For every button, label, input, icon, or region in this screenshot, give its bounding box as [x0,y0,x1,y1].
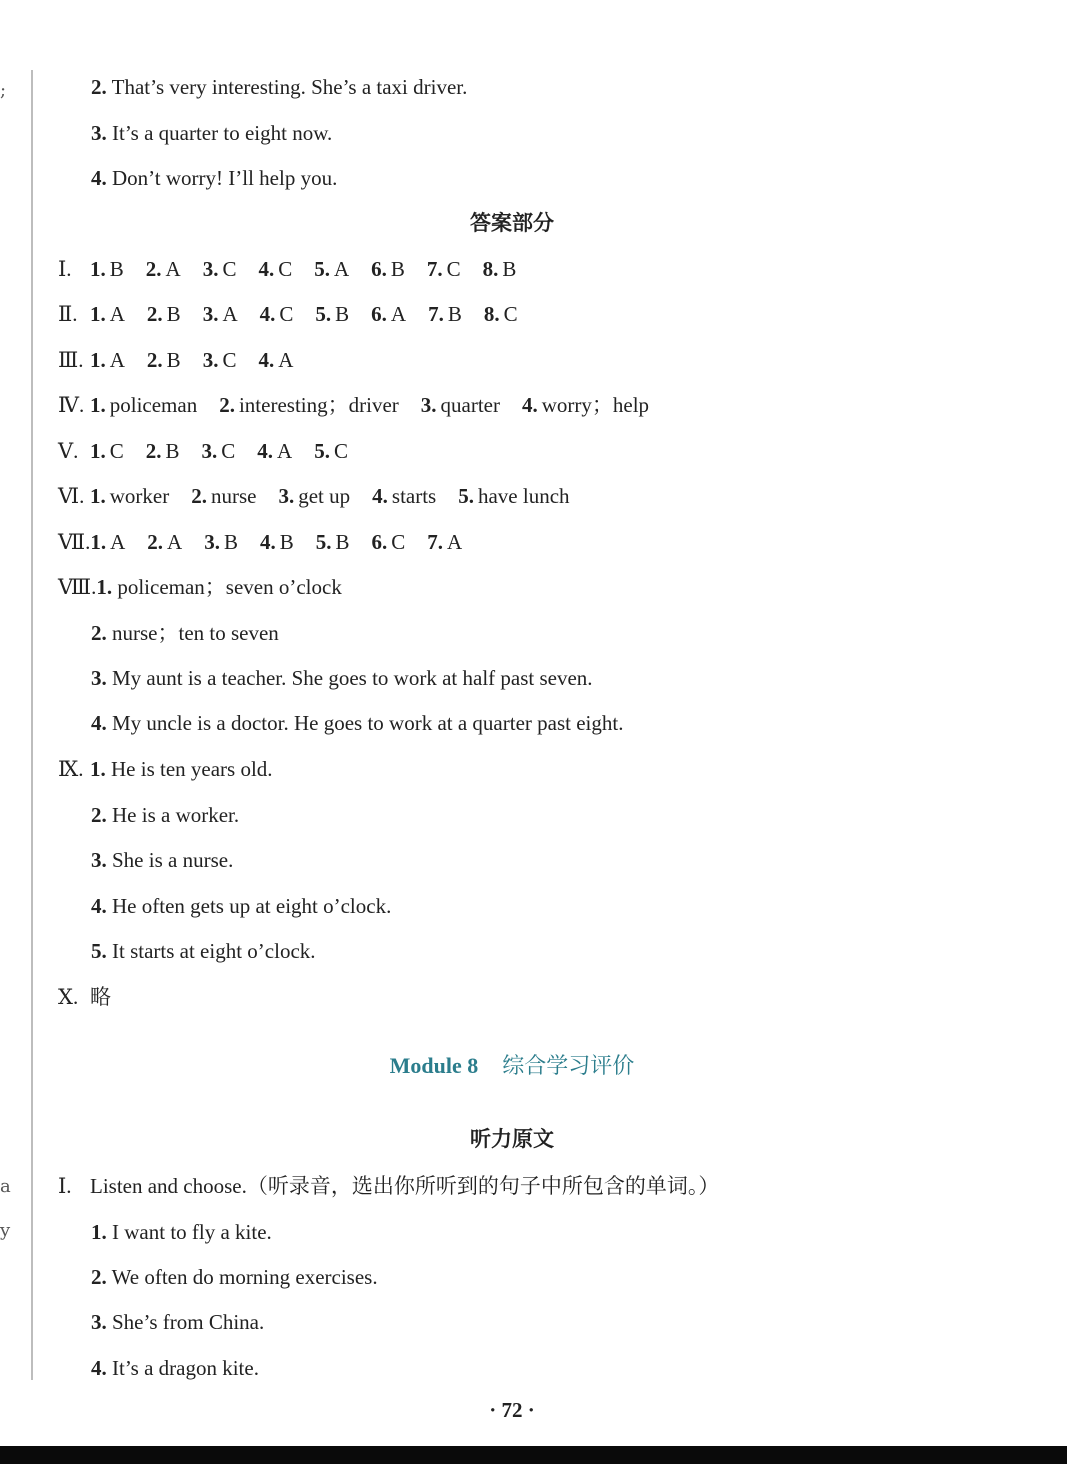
answer-item: 4. starts [372,484,437,508]
edge-mark: a [0,1176,11,1197]
answer-item: 5. A [314,257,350,281]
margin-rule [31,70,33,1380]
answer-item: 5. B [315,302,350,326]
text-line: 4. Don’t worry! I’ll help you. [91,166,338,190]
answer-item: 1. A [90,302,125,326]
answer-item: 6. C [371,530,406,554]
answer-item: 1. policeman [90,393,198,417]
listening-heading: 听力原文 [470,1127,554,1151]
answer-row [58,390,671,420]
module-title: Module 8 综合学习评价 [389,1053,635,1079]
answer-item: 3. quarter [420,393,500,417]
answer-item: 2. B [146,348,181,372]
answer-item: 8. C [483,302,518,326]
roman-numeral: Ⅸ. [58,757,84,781]
edge-mark: y [0,1220,11,1241]
answer-item: 6. B [371,257,405,281]
answer-item: 1. A [90,530,126,554]
answer-row [58,481,592,511]
answer-item: 7. C [426,257,461,281]
answer-item: 5. have lunch [458,484,570,508]
answer-item: 5. C [314,439,348,463]
answer-row-x: Ⅹ. 略 [58,982,111,1012]
answer-item: 2. A [145,257,181,281]
answer-row [58,527,484,557]
answer-item: 4. C [258,257,293,281]
answer-item: 1. B [90,257,124,281]
text-line: 2. We often do morning exercises. [91,1265,378,1289]
answer-item: 3. C [202,348,237,372]
answer-item: 2. B [145,439,180,463]
answer-row [58,436,370,466]
text-line: 2. He is a worker. [91,803,240,827]
page-number: · 72 · [489,1398,535,1422]
edge-mark: ; [0,80,7,101]
answer-item: 3. B [204,530,238,554]
answer-item: 1. worker [90,484,170,508]
answer-item: 4. B [259,530,294,554]
text-line: 3. My aunt is a teacher. She goes to work at half past seven. [91,666,593,690]
answer-item: 4. C [259,302,294,326]
roman-numeral: Ⅰ. [58,257,72,281]
answer-item: 7. A [427,530,463,554]
answer-item: 2. A [147,530,183,554]
answer-row-ix: Ⅸ. 1. He is ten years old. [58,754,273,784]
text-line: 1. I want to fly a kite. [91,1220,272,1244]
answer-item: 4. A [258,348,294,372]
answer-item: 1. C [90,439,124,463]
text-line: 5. It starts at eight o’clock. [91,939,316,963]
answer-row [58,299,540,329]
answer-item: 2. B [146,302,181,326]
text-line: 3. She is a nurse. [91,848,234,872]
text-line: 4. It’s a dragon kite. [91,1356,259,1380]
answer-item: 1. A [90,348,125,372]
text-line: 2. nurse；ten to seven [91,621,279,645]
text-line: 3. It’s a quarter to eight now. [91,121,333,145]
roman-numeral: Ⅴ. [58,439,79,463]
roman-numeral: Ⅶ. [58,530,91,554]
scan-bottom-edge [0,1446,1067,1464]
roman-numeral: Ⅷ. [58,575,97,599]
roman-numeral: Ⅱ. [58,302,78,326]
answer-row-viii: Ⅷ.1. policeman；seven o’clock [58,572,342,602]
listening-instruction: Ⅰ. Listen and choose.（听录音，选出你所听到的句子中所包含的单词。） [58,1171,719,1201]
answer-item: 7. B [428,302,462,326]
roman-numeral: Ⅰ. [58,1174,72,1198]
answer-item: 3. A [202,302,238,326]
roman-numeral: Ⅳ. [58,393,85,417]
answer-row [58,345,315,375]
roman-numeral: Ⅵ. [58,484,85,508]
answer-item: 5. B [315,530,350,554]
answer-item: 8. B [482,257,517,281]
answer-item: 4. worry；help [521,393,650,417]
roman-numeral: Ⅹ. [58,985,79,1009]
text-line: 3. She’s from China. [91,1310,265,1334]
answer-item: 2. interesting；driver [219,393,399,417]
text-line: 2. That’s very interesting. She’s a taxi driver. [91,75,468,99]
answer-item: 2. nurse [191,484,257,508]
text-line: 4. He often gets up at eight o’clock. [91,894,392,918]
text-line: 4. My uncle is a doctor. He goes to work at a quarter past eight. [91,711,624,735]
answers-heading: 答案部分 [470,211,554,235]
answer-item: 6. A [371,302,407,326]
roman-numeral: Ⅲ. [58,348,84,372]
answer-item: 3. C [202,257,237,281]
answer-item: 3. get up [278,484,351,508]
answer-row [58,254,538,284]
answer-item: 3. C [201,439,236,463]
answer-item: 4. A [257,439,293,463]
